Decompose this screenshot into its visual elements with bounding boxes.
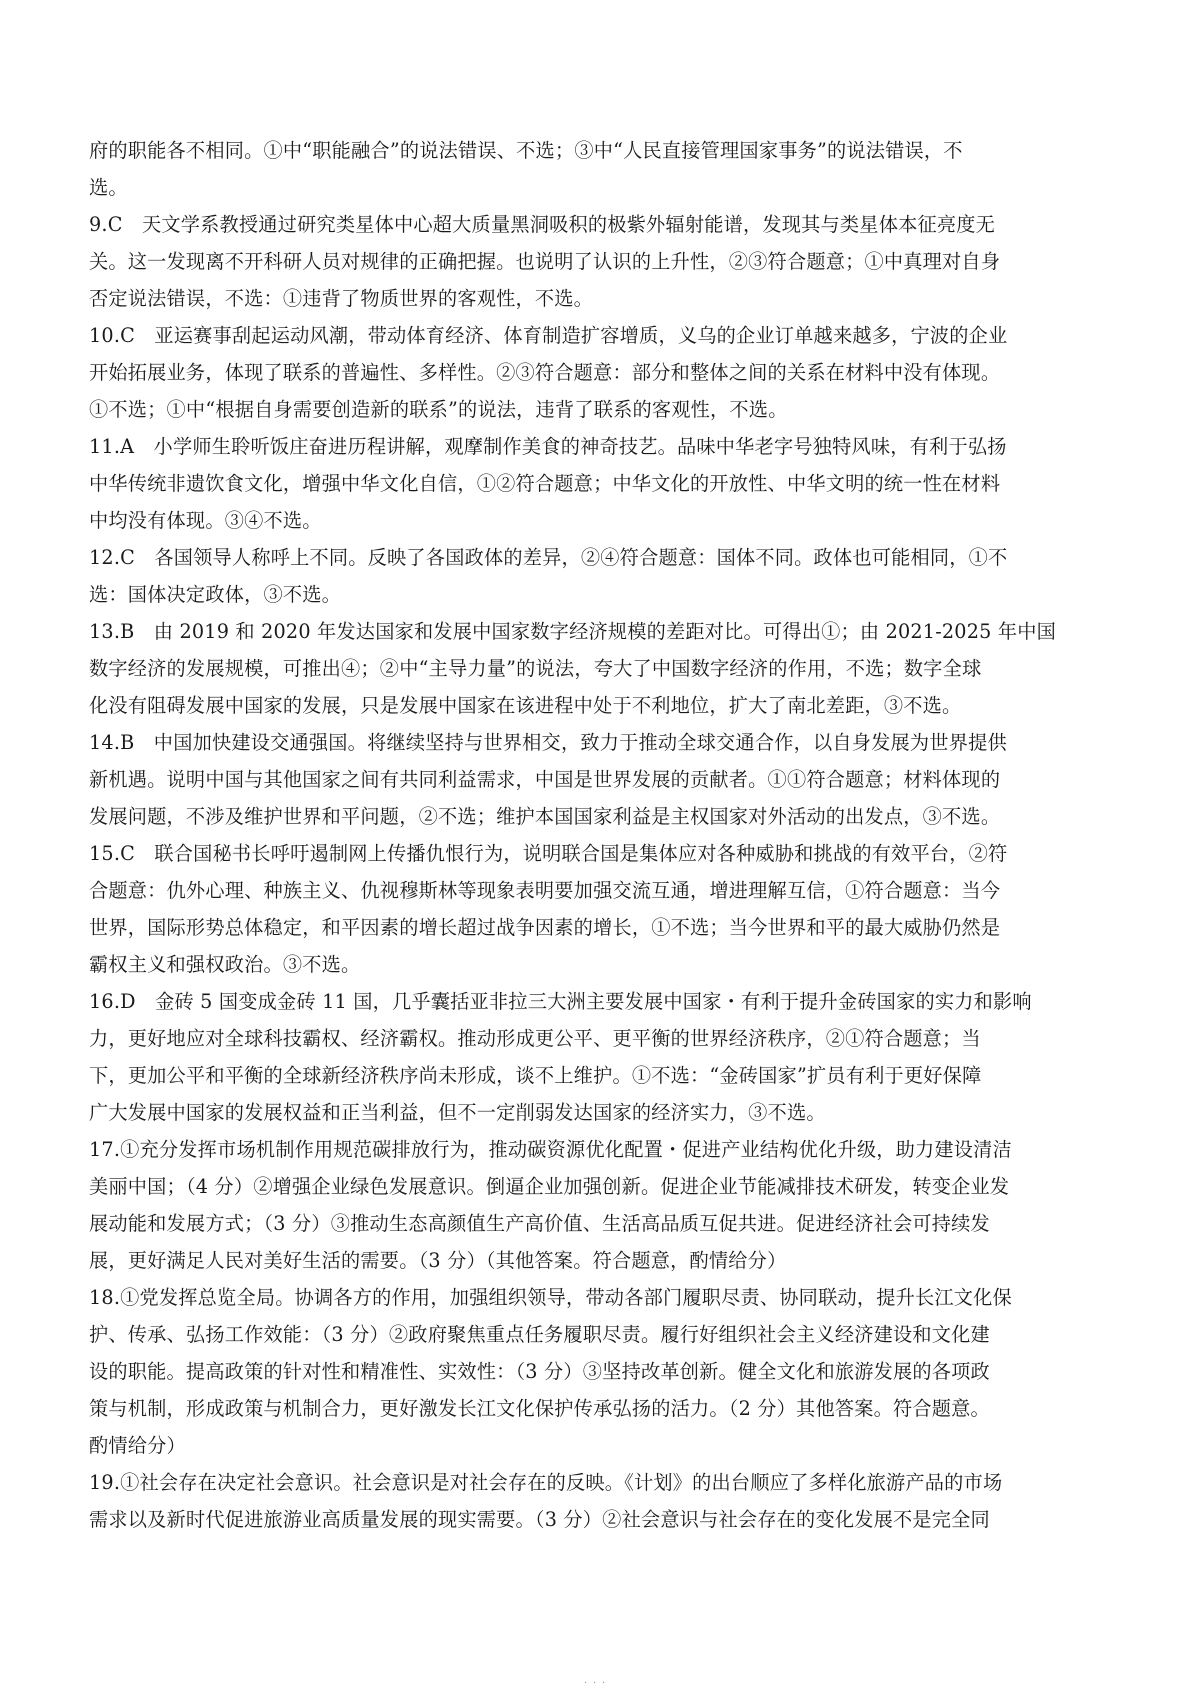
text-line: 开始拓展业务，体现了联系的普遍性、多样性。②③符合题意：部分和整体之间的关系在材料中没有体现。 — [89, 361, 1001, 384]
answer-13-line: 13.B 由 2019 和 2020 年发达国家和发展中国家数字经济规模的差距对比。可得出①；由 2021-2025 年中国 — [89, 620, 1056, 643]
text-line: 化没有阻碍发展中国家的发展，只是发展中国家在该进程中处于不利地位，扩大了南北差距，③不选。 — [89, 694, 962, 717]
answer-12-line: 12.C 各国领导人称呼上不同。反映了各国政体的差异，②④符合题意：国体不同。政体也可能相同，①不 — [89, 546, 1008, 569]
text-line: 酌情给分） — [89, 1434, 186, 1457]
text-line: 策与机制，形成政策与机制合力，更好激发长江文化保护传承弘扬的活力。（2 分）其他答案。符合题意。 — [89, 1397, 990, 1420]
answer-18-line: 18.①党发挥总览全局。协调各方的作用，加强组织领导，带动各部门履职尽责、协同联动，提升长江文化保 — [89, 1286, 1012, 1309]
text-line: 需求以及新时代促进旅游业高质量发展的现实需要。（3 分）②社会意识与社会存在的变化发展不是完全同 — [89, 1508, 990, 1531]
answer-14-line: 14.B 中国加快建设交通强国。将继续坚持与世界相交，致力于推动全球交通合作，以自身发展为世界提供 — [89, 731, 1007, 754]
answer-17-line: 17.①充分发挥市场机制作用规范碳排放行为，推动碳资源优化配置・促进产业结构优化升级，助力建设清洁 — [89, 1138, 1012, 1161]
answer-16-line: 16.D 金砖 5 国变成金砖 11 国，几乎囊括亚非拉三大洲主要发展中国家・有利于提升金砖国家的实力和影响 — [89, 990, 1032, 1013]
text-line: 关。这一发现离不开科研人员对规律的正确把握。也说明了认识的上升性，②③符合题意；①中真理对自身 — [89, 250, 1001, 273]
footer-mark: ．．． — [584, 1675, 616, 1686]
text-line: 选。 — [89, 176, 128, 199]
answer-19-line: 19.①社会存在决定社会意识。社会意识是对社会存在的反映。《计划》的出台顺应了多样化旅游产品的市场 — [89, 1471, 1003, 1494]
answer-10-line: 10.C 亚运赛事刮起运动风潮，带动体育经济、体育制造扩容增质，义乌的企业订单越来越多，宁波的企业 — [89, 324, 1008, 347]
text-line: 霸权主义和强权政治。③不选。 — [89, 953, 361, 976]
text-line: 展，更好满足人民对美好生活的需要。（3 分）（其他答案。符合题意，酌情给分） — [89, 1249, 787, 1272]
text-line: 展动能和发展方式；（3 分）③推动生态高颜值生产高价值、生活高品质互促共进。促进经济社会可持续发 — [89, 1212, 990, 1235]
text-line: 力，更好地应对全球科技霸权、经济霸权。推动形成更公平、更平衡的世界经济秩序，②①符合题意；当 — [89, 1027, 981, 1050]
answer-9-line: 9.C 天文学系教授通过研究类星体中心超大质量黑洞吸积的极紫外辐射能谱，发现其与类星体本征亮度无 — [89, 213, 996, 236]
text-line: ①不选；①中“根据自身需要创造新的联系”的说法，违背了联系的客观性，不选。 — [89, 398, 788, 421]
document-body — [89, 132, 1119, 1538]
text-line: 中华传统非遗饮食文化，增强中华文化自信，①②符合题意；中华文化的开放性、中华文明的统一性在材料 — [89, 472, 1001, 495]
text-line: 美丽中国；（4 分）②增强企业绿色发展意识。倒逼企业加强创新。促进企业节能减排技术研发，转变企业发 — [89, 1175, 1010, 1198]
text-line: 护、传承、弘扬工作效能：（3 分）②政府聚焦重点任务履职尽责。履行好组织社会主义经济建设和文化建 — [89, 1323, 990, 1346]
text-line: 发展问题，不涉及维护世界和平问题，②不选；维护本国国家利益是主权国家对外活动的出发点，③不选。 — [89, 805, 1001, 828]
answer-15-line: 15.C 联合国秘书长呼吁遏制网上传播仇恨行为，说明联合国是集体应对各种威胁和挑战的有效平台，②符 — [89, 842, 1008, 865]
text-line: 中均没有体现。③④不选。 — [89, 509, 322, 532]
text-line: 世界，国际形势总体稳定，和平因素的增长超过战争因素的增长，①不选；当今世界和平的最大威胁仍然是 — [89, 916, 1001, 939]
text-line: 数字经济的发展规模，可推出④；②中“主导力量”的说法，夸大了中国数字经济的作用，不选；数字全球 — [89, 657, 982, 680]
text-line: 设的职能。提高政策的针对性和精准性、实效性：（3 分）③坚持改革创新。健全文化和旅游发展的各项政 — [89, 1360, 990, 1383]
text-line: 府的职能各不相同。①中“职能融合”的说法错误、不选；③中“人民直接管理国家事务”的说法错误，不 — [89, 139, 963, 162]
text-line: 新机遇。说明中国与其他国家之间有共同利益需求，中国是世界发展的贡献者。①①符合题意；材料体现的 — [89, 768, 1001, 791]
text-line: 广大发展中国家的发展权益和正当利益，但不一定削弱发达国家的经济实力，③不选。 — [89, 1101, 826, 1124]
text-line: 否定说法错误，不选：①违背了物质世界的客观性，不选。 — [89, 287, 594, 310]
answer-11-line: 11.A 小学师生聆听饭庄奋进历程讲解，观摩制作美食的神奇技艺。品味中华老字号独特风味，有利于弘扬 — [89, 435, 1007, 458]
text-line: 合题意：仇外心理、种族主义、仇视穆斯林等现象表明要加强交流互通，增进理解互信，①符合题意：当今 — [89, 879, 1001, 902]
text-line: 下，更加公平和平衡的全球新经济秩序尚未形成，谈不上维护。①不选：“金砖国家”扩员有利于更好保障 — [89, 1064, 982, 1087]
text-line: 选：国体决定政体，③不选。 — [89, 583, 342, 606]
